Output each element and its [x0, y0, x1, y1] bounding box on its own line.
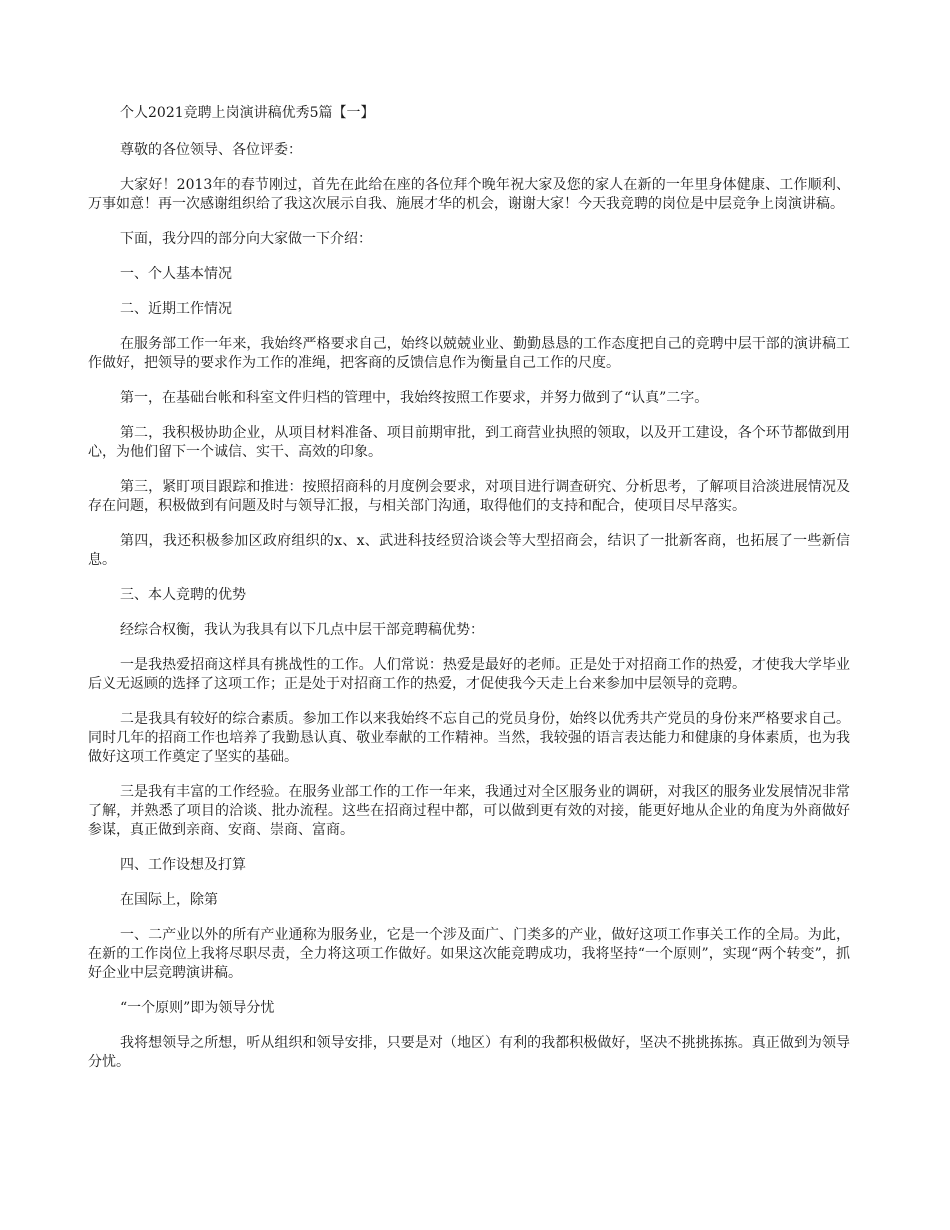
paragraph-service-industry: 一、二产业以外的所有产业通称为服务业，它是一个涉及面广、门类多的产业，做好这项工作事关工作的全局。为此，在新的工作岗位上我将尽职尽责，全力将这项工作做好。如果这次能竞聘成功，我将坚持“一个原则”，实现“两个转变”，抓好企业中层竞聘演讲稿。 [88, 927, 850, 981]
paragraph-work-summary: 在服务部工作一年来，我始终严格要求自己，始终以兢兢业业、勤勤恳恳的工作态度把自己的竞聘中层干部的演讲稿工作做好，把领导的要求作为工作的准绳，把客商的反馈信息作为衡量自己工作的尺度。 [88, 336, 850, 371]
paragraph-opening: 大家好！2013年的春节刚过，首先在此给在座的各位拜个晚年祝大家及您的家人在新的一年里身体健康、工作顺利、万事如意！再一次感谢组织给了我这次展示自我、施展才华的机会，谢谢大家！今天我竞聘的岗位是中层竞争上岗演讲稿。 [88, 177, 850, 212]
paragraph-advantages-intro: 经综合权衡，我认为我具有以下几点中层干部竞聘稿优势： [120, 622, 484, 638]
paragraph-international: 在国际上，除第 [120, 892, 218, 908]
paragraph-point-4: 第四，我还积极参加区政府组织的x、x、武进科技经贸洽谈会等大型招商会，结识了一批新客商，也拓展了一些新信息。 [88, 533, 850, 568]
paragraph-point-1: 第一，在基础台帐和科室文件归档的管理中，我始终按照工作要求，并努力做到了“认真”二字。 [120, 390, 709, 406]
salutation: 尊敬的各位领导、各位评委： [120, 142, 302, 158]
heading-section-2: 二、近期工作情况 [120, 301, 232, 317]
heading-section-3: 三、本人竞聘的优势 [120, 587, 246, 603]
heading-section-1: 一、个人基本情况 [120, 266, 232, 282]
heading-section-4: 四、工作设想及打算 [120, 857, 246, 873]
subheading-one-principle: “一个原则”即为领导分忧 [120, 1000, 275, 1016]
document-page [88, 104, 850, 1088]
paragraph-point-2: 第二，我积极协助企业，从项目材料准备、项目前期审批，到工商营业执照的领取，以及开工建设，各个环节都做到用心，为他们留下一个诚信、实干、高效的印象。 [88, 425, 850, 460]
paragraph-advantage-2: 二是我具有较好的综合素质。参加工作以来我始终不忘自己的党员身份，始终以优秀共产党员的身份来严格要求自己。同时几年的招商工作也培养了我勤恳认真、敬业奉献的工作精神。当然，我较强的语言表达能力和健康的身体素质，也为我做好这项工作奠定了坚实的基础。 [88, 711, 850, 765]
document-title: 个人2021竞聘上岗演讲稿优秀5篇【一】 [120, 105, 375, 121]
paragraph-advantage-3: 三是我有丰富的工作经验。在服务业部工作的工作一年来，我通过对全区服务业的调研，对我区的服务业发展情况非常了解，并熟悉了项目的洽谈、批办流程。这些在招商过程中都，可以做到更有效的对接，能更好地从企业的角度为外商做好参谋，真正做到亲商、安商、崇商、富商。 [88, 784, 850, 838]
paragraph-point-3: 第三，紧盯项目跟踪和推进：按照招商科的月度例会要求，对项目进行调查研究、分析思考，了解项目洽淡进展情况及存在问题，积极做到有问题及时与领导汇报，与相关部门沟通，取得他们的支持和配合，使项目尽早落实。 [88, 479, 850, 514]
paragraph-advantage-1: 一是我热爱招商这样具有挑战性的工作。人们常说：热爱是最好的老师。正是处于对招商工作的热爱，才使我大学毕业后义无返顾的选择了这项工作；正是处于对招商工作的热爱，才促使我今天走上台来参加中层领导的竞聘。 [88, 657, 850, 692]
paragraph-intro: 下面，我分四的部分向大家做一下介绍： [120, 231, 372, 247]
paragraph-closing: 我将想领导之所想，听从组织和领导安排，只要是对（地区）有利的我都积极做好，坚决不挑挑拣拣。真正做到为领导分忧。 [88, 1035, 850, 1070]
